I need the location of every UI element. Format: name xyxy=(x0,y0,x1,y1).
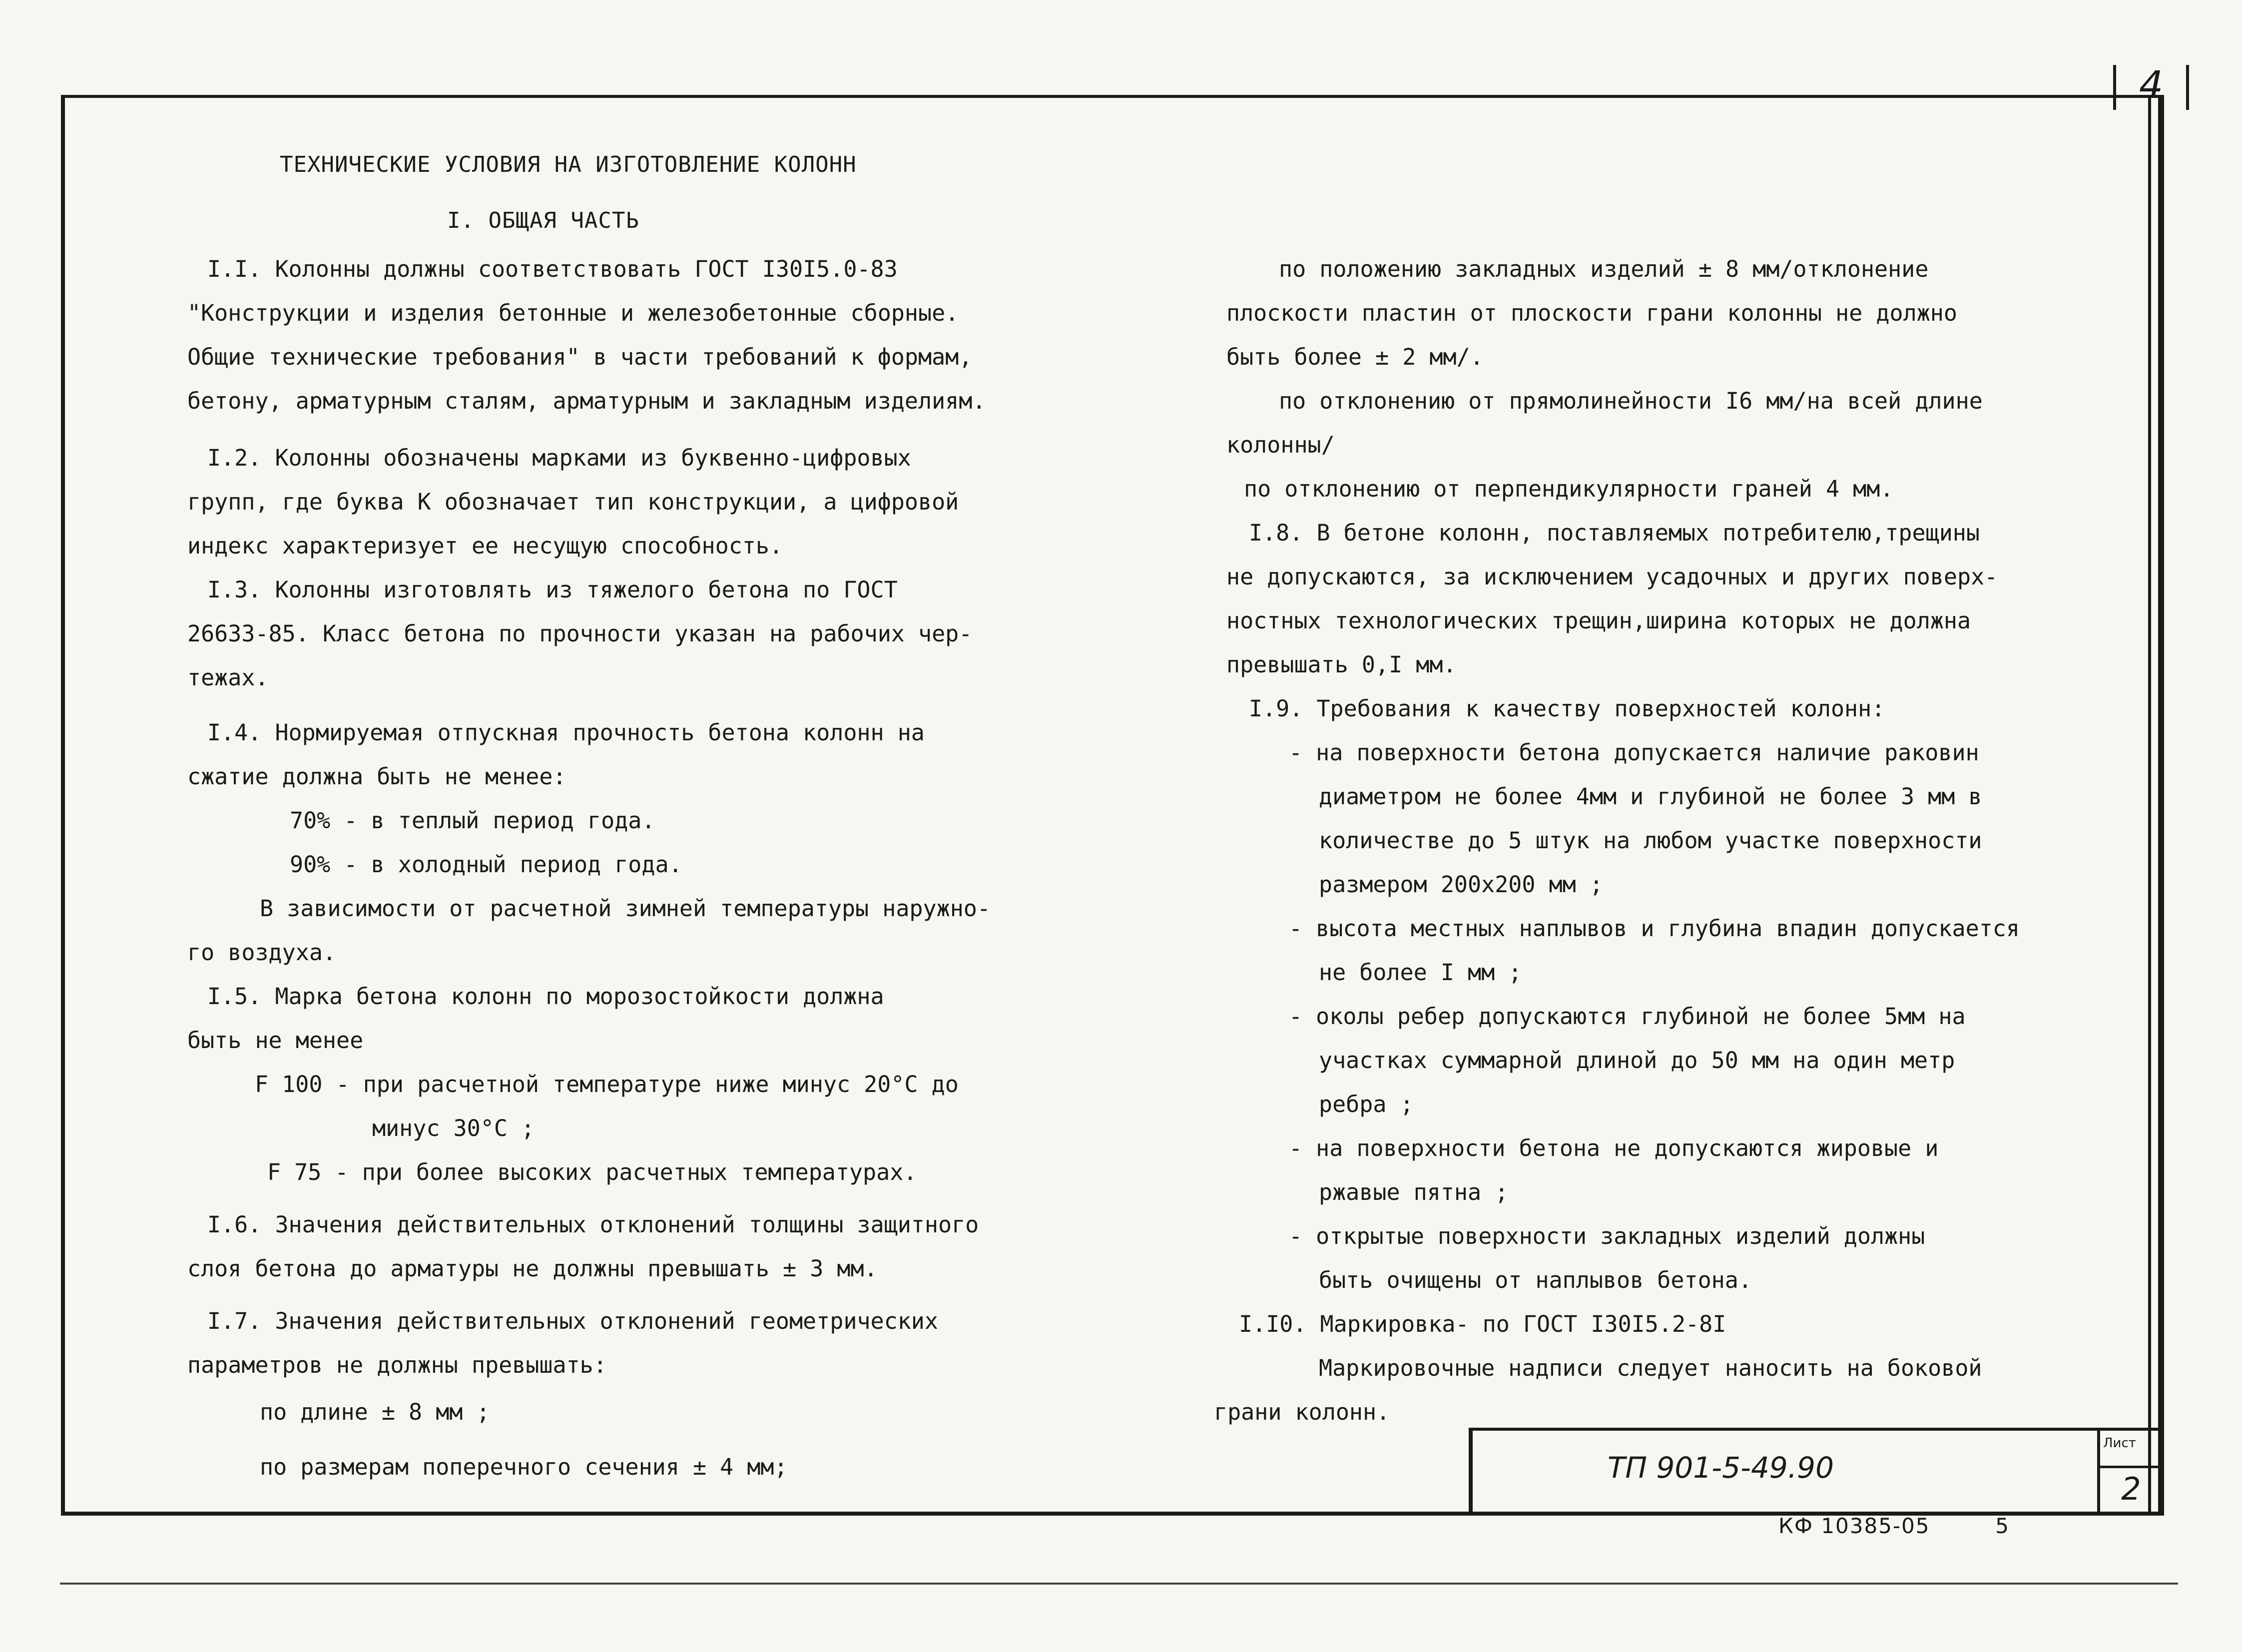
text-line: 26633-85. Класс бетона по прочности указан на рабочих чер- xyxy=(187,620,973,647)
text-line: быть более ± 2 мм/. xyxy=(1226,344,1484,370)
text-line: индекс характеризует ее несущую способность. xyxy=(187,533,783,559)
project-code: ТП 901-5-49.90 xyxy=(1608,1451,1834,1485)
text-line: минус 30°С ; xyxy=(372,1115,535,1141)
text-line: I.8. В бетоне колонн, поставляемых потребителю,трещины xyxy=(1249,520,1980,546)
text-line: ржавые пятна ; xyxy=(1319,1179,1509,1205)
text-line: - околы ребер допускаются глубиной не более 5мм на xyxy=(1289,1003,1966,1030)
text-line: Общие технические требования" в части требований к формам, xyxy=(187,344,973,370)
text-line: "Конструкции и изделия бетонные и железобетонные сборные. xyxy=(187,300,959,326)
text-line: I.7. Значения действительных отклонений геометрических xyxy=(207,1308,938,1334)
text-line: бетону, арматурным сталям, арматурным и закладным изделиям. xyxy=(187,388,986,414)
text-line: F 75 - при более высоких расчетных температурах. xyxy=(267,1159,917,1185)
text-line: слоя бетона до арматуры не должны превышать ± 3 мм. xyxy=(187,1255,878,1282)
archive-number xyxy=(1778,1514,2010,1538)
text-line: ностных технологических трещин,ширина которых не должна xyxy=(1226,607,1971,634)
text-line: диаметром не более 4мм и глубиной не более 3 мм в xyxy=(1319,783,1982,810)
text-line: групп, где буква К обозначает тип конструкции, а цифровой xyxy=(187,489,959,515)
text-line: F 100 - при расчетной температуре ниже минус 20°С до xyxy=(255,1071,959,1098)
text-line: I.I0. Маркировка- по ГОСТ I30I5.2-8I xyxy=(1239,1311,1726,1337)
text-line: участках суммарной длиной до 50 мм на один метр xyxy=(1319,1047,1955,1074)
text-line: превышать 0,I мм. xyxy=(1226,651,1457,678)
text-line: - на поверхности бетона не допускаются жировые и xyxy=(1289,1135,1939,1161)
sheet-label: Лист xyxy=(2103,1436,2136,1451)
text-line: I.2. Колонны обозначены марками из буквенно-цифровых xyxy=(207,445,911,471)
frame-right-rule xyxy=(2148,95,2151,1514)
text-line: I.9. Требования к качеству поверхностей колонн: xyxy=(1249,695,1885,722)
text-line: не допускаются, за исключением усадочных и других поверх- xyxy=(1226,563,1998,590)
text-line: 90% - в холодный период года. xyxy=(290,851,682,878)
sheet-number-box xyxy=(2113,62,2189,110)
text-line: I.3. Колонны изготовлять из тяжелого бетона по ГОСТ xyxy=(207,576,898,603)
text-line: грани колонн. xyxy=(1214,1399,1390,1425)
document-title: ТЕХНИЧЕСКИЕ УСЛОВИЯ НА ИЗГОТОВЛЕНИЕ КОЛОНН xyxy=(280,152,857,177)
stamp-sheet-number: 2 xyxy=(2121,1471,2141,1507)
text-line: I.5. Марка бетона колонн по морозостойкости должна xyxy=(207,983,884,1010)
text-line: плоскости пластин от плоскости грани колонны не должно xyxy=(1226,300,1957,326)
text-line: количестве до 5 штук на любом участке поверхности xyxy=(1319,827,1982,854)
text-line: Маркировочные надписи следует наносить на боковой xyxy=(1319,1355,1982,1381)
text-line: I.4. Нормируемая отпускная прочность бетона колонн на xyxy=(207,719,925,746)
text-line: по длине ± 8 мм ; xyxy=(260,1399,490,1425)
text-line: - на поверхности бетона допускается наличие раковин xyxy=(1289,739,1979,766)
text-line: I.I. Колонны должны соответствовать ГОСТ I30I5.0-83 xyxy=(207,256,898,282)
text-line: параметров не должны превышать: xyxy=(187,1352,607,1378)
text-line: по положению закладных изделий ± 8 мм/отклонение xyxy=(1279,256,1929,282)
title-block-stamp xyxy=(1469,1428,2158,1512)
archive-sheet: 5 xyxy=(1995,1514,2010,1538)
text-line: - открытые поверхности закладных изделий должны xyxy=(1289,1223,1925,1249)
sheet-number: 4 xyxy=(2139,62,2164,107)
text-line: - высота местных наплывов и глубина впадин допускается xyxy=(1289,915,2020,942)
stamp-divider xyxy=(2097,1466,2158,1468)
section-title: I. ОБЩАЯ ЧАСТЬ xyxy=(447,208,639,233)
text-line: не более I мм ; xyxy=(1319,959,1522,986)
text-line: быть не менее xyxy=(187,1027,364,1054)
text-line: по отклонению от прямолинейности I6 мм/на всей длине xyxy=(1279,388,1983,414)
text-line: тежах. xyxy=(187,664,269,691)
text-line: колонны/ xyxy=(1226,432,1335,458)
text-line: по отклонению от перпендикулярности граней 4 мм. xyxy=(1244,476,1894,502)
text-line: быть очищены от наплывов бетона. xyxy=(1319,1267,1752,1293)
text-line: 70% - в теплый период года. xyxy=(290,807,655,834)
text-line: В зависимости от расчетной зимней температуры наружно- xyxy=(260,895,991,922)
bottom-rule xyxy=(60,1583,2178,1585)
archive-code: КФ 10385-05 xyxy=(1778,1514,1930,1538)
text-line: по размерам поперечного сечения ± 4 мм; xyxy=(260,1454,788,1480)
text-line: го воздуха. xyxy=(187,939,337,966)
text-line: сжатие должна быть не менее: xyxy=(187,763,566,790)
text-line: размером 200х200 мм ; xyxy=(1319,871,1603,898)
text-line: I.6. Значения действительных отклонений толщины защитного xyxy=(207,1211,979,1238)
stamp-divider xyxy=(2097,1431,2100,1512)
text-line: ребра ; xyxy=(1319,1091,1414,1117)
